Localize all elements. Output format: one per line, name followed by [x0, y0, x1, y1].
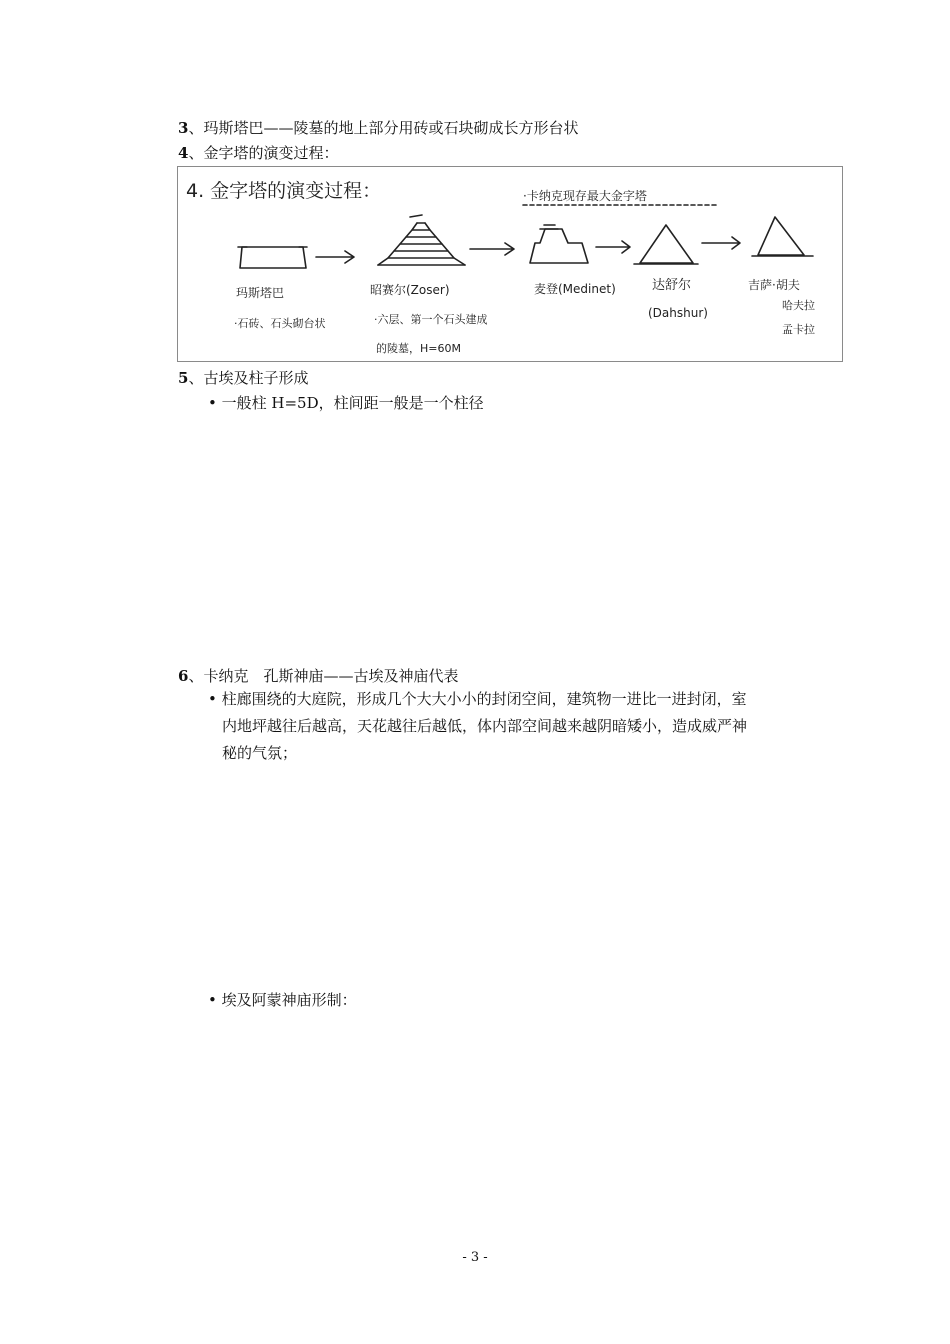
arrow-1 — [316, 251, 354, 263]
sketch-note: ·卡纳克现存最大金字塔 — [523, 189, 647, 203]
stage-4-name: 达舒尔 — [652, 278, 692, 293]
item-4 — [178, 143, 338, 163]
stage-1-note: ·石砖、石头砌台状 — [234, 317, 326, 330]
step-pyramid-shape — [378, 223, 465, 265]
stage-5-note: 哈夫拉 — [782, 299, 815, 312]
item-6 — [178, 666, 458, 686]
item-6-bullet-2: • 埃及阿蒙神庙形制： — [208, 991, 357, 1009]
page-number: - 3 - — [462, 1250, 488, 1265]
item-5 — [178, 368, 308, 388]
item-6-bullet-1 — [208, 686, 808, 767]
medinet-pyramid-shape — [530, 229, 588, 263]
item-3-text: 、玛斯塔巴——陵墓的地上部分用砖或石块砌成长方形台状 — [188, 119, 579, 137]
item-3 — [178, 118, 578, 138]
stage-2-name: 昭赛尔(Zoser) — [370, 283, 450, 297]
item-3-number: 3 — [178, 119, 189, 137]
stage-5-note2: 孟卡拉 — [782, 323, 815, 336]
item-4-text: 、金字塔的演变过程： — [188, 144, 339, 162]
arrow-3 — [596, 241, 630, 253]
stage-4-note: (Dahshur) — [648, 306, 708, 320]
giza-pyramid-shape — [758, 217, 804, 255]
pyramid-evolution-sketch — [177, 166, 843, 362]
stage-2-note2: 的陵墓，H=60M — [376, 342, 461, 355]
arrow-2 — [470, 243, 514, 255]
item-6-text: 、卡纳克 孔斯神庙——古埃及神庙代表 — [188, 667, 459, 685]
dahshur-pyramid-shape — [640, 225, 693, 263]
item-5-number: 5 — [178, 369, 189, 387]
mastaba-shape — [240, 247, 306, 268]
item-5-text: 、古埃及柱子形成 — [188, 369, 309, 387]
stage-2-note: ·六层、第一个石头建成 — [374, 313, 488, 326]
item-6-number: 6 — [178, 667, 189, 685]
arrow-4 — [702, 237, 740, 249]
bullet-1-line-1: • 柱廊围绕的大庭院，形成几个大大小小的封闭空间，建筑物一进比一进封闭，室 — [208, 690, 747, 708]
stage-3-name: 麦登(Medinet) — [534, 282, 616, 296]
sketch-drawing — [178, 167, 842, 361]
item-5-bullet-1: • 一般柱 H=5D，柱间距一般是一个柱径 — [208, 394, 484, 412]
bullet-1-line-3: 秘的气氛； — [222, 744, 298, 762]
stage-1-name: 玛斯塔巴 — [236, 286, 285, 300]
bullet-1-line-2: 内地坪越往后越高，天花越往后越低，体内部空间越来越阴暗矮小，造成威严神 — [222, 717, 748, 735]
stage-5-name: 吉萨·胡夫 — [748, 278, 800, 292]
item-4-number: 4 — [178, 144, 189, 162]
sketch-heading: 4. 金字塔的演变过程： — [186, 180, 382, 202]
